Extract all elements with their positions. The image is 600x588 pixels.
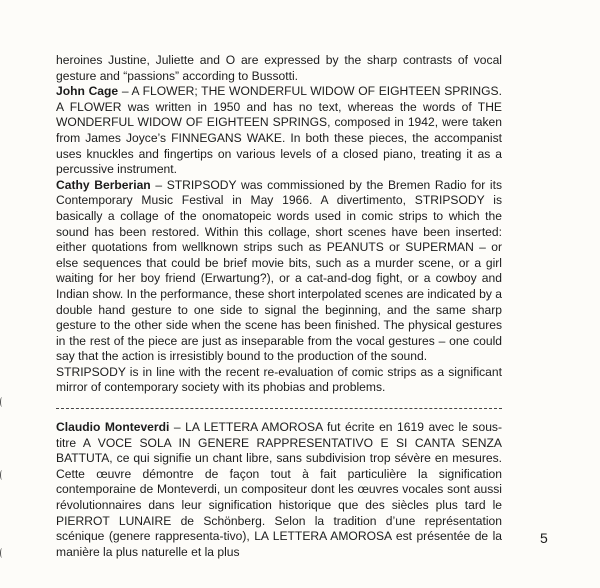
monteverdi-text: – LA LETTERA AMOROSA fut écrite en 1619 avec le sous-titre A VOCE SOLA IN GENERE RAPPRESENTATIVO E SI CANTA SENZA BATTUTA, ce qui signifie un chant libre, sans subdivision trop sévère en mesures. Cette œuvre démontre de façon tout à fait particulière la signification contemporaine de Monteverdi, un compositeur dont les œuvres vocales sont aussi révolutionnaires dans leur signification historique que des siècles plus tard le PIERROT LUNAIRE de Schönberg. Selon la tradition d’une représentation scénique (genere rappresenta-tivo), LA LETTERA AMOROSA est présentée de la manière la plus naturelle et la plus: [56, 420, 502, 559]
binding-mark: [0, 470, 4, 480]
intro-paragraph: heroines Justine, Juliette and O are expressed by the sharp contrasts of vocal gesture and “passions” according to Bussotti.: [56, 53, 502, 83]
binding-mark: [0, 548, 4, 558]
composer-name-cage: John Cage: [56, 84, 119, 99]
monteverdi-paragraph: [56, 420, 502, 560]
binding-mark: [0, 397, 4, 407]
composer-name-berberian: Cathy Berberian: [56, 177, 151, 192]
french-text-column: [56, 420, 502, 560]
cage-paragraph: [56, 84, 502, 178]
berberian-text: – STRIPSODY was commissioned by the Bremen Radio for its Contemporary Music Festival in May 1966. A divertimento, STRIPSODY is basically a collage of the onomatopeic words used in comic strips to which the sound has been restored. Within this collage, short scenes have been inserted: either quotations from wellknown strips such as PEANUTS or SUPERMAN – or else sequences that could be brief movie bits, such as a murder scene, or a girl waiting for her boy friend (Erwartung?), or a cat-and-dog fight, or a cowboy and Indian show. In the performance, these short interpolated scenes are indicated by a double hand gesture to one side to signal the beginning, and the same sharp gesture to the other side when the scene has been finished. The physical gestures in the rest of the piece are just as inseparable from the vocal gestures – one could say that the action is irresistibly bound to the production of the sound.: [56, 177, 503, 364]
stripsody-note-paragraph: STRIPSODY is in line with the recent re-evaluation of comic strips as a significant mirror of contemporary society with its phobias and problems.: [56, 364, 502, 395]
composer-name-monteverdi: Claudio Monteverdi: [56, 420, 170, 434]
berberian-paragraph: [56, 178, 502, 365]
cage-text: – A FLOWER; THE WONDERFUL WIDOW OF EIGHTEEN SPRINGS. A FLOWER was written in 1950 and has no text, whereas the words of THE WONDERFUL WIDOW OF EIGHTEEN SPRINGS, composed in 1942, were taken from James Joyce’s FINNEGANS WAKE. In both these pieces, the accompanist uses knuckles and fingertips on various levels of a closed piano, treating it as a percussive instrument.: [56, 84, 502, 177]
section-divider: [56, 408, 502, 409]
page-number: 5: [540, 530, 548, 546]
english-text-column: [56, 53, 502, 396]
